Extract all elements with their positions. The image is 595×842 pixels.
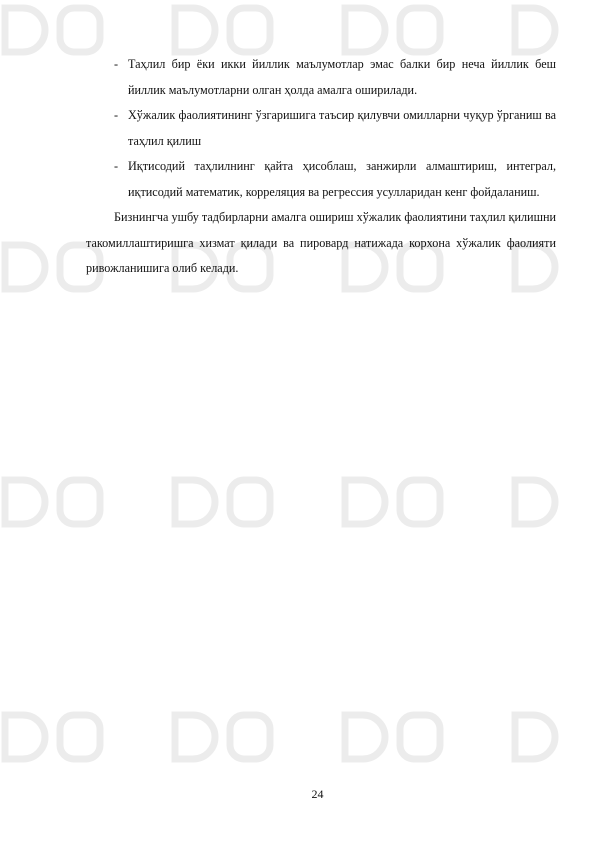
body-text — [86, 52, 556, 282]
bullet-marker: - — [114, 159, 119, 173]
list-item — [86, 103, 556, 154]
list-item-text: Хўжалик фаолиятининг ўзгаришига таъсир қилувчи омилларни чуқур ўрганиш ва таҳлил қилиш — [128, 108, 556, 148]
conclusion-paragraph: Бизнингча ушбу тадбирларни амалга ошириш хўжалик фаолиятини таҳлил қилишни такомиллаштиришга хизмат қилади ва пировард натижада корхона хўжалик фаолияти ривожланишига олиб келади. — [86, 210, 556, 275]
list-item-text: Иқтисодий таҳлилнинг қайта ҳисоблаш, занжирли алмаштириш, интеграл, иқтисодий математик, корреляция ва регрессия усулларидан кенг фойдаланиш. — [128, 159, 556, 199]
list-item — [86, 154, 556, 205]
page-number: 24 — [311, 787, 324, 801]
list-item — [86, 52, 556, 103]
list-item-text: Таҳлил бир ёки икки йиллик маълумотлар эмас балки бир неча йиллик беш йиллик маълумотларни олган ҳолда амалга оширилади. — [128, 57, 556, 97]
bullet-marker: - — [114, 57, 119, 71]
bullet-marker: - — [114, 108, 119, 122]
